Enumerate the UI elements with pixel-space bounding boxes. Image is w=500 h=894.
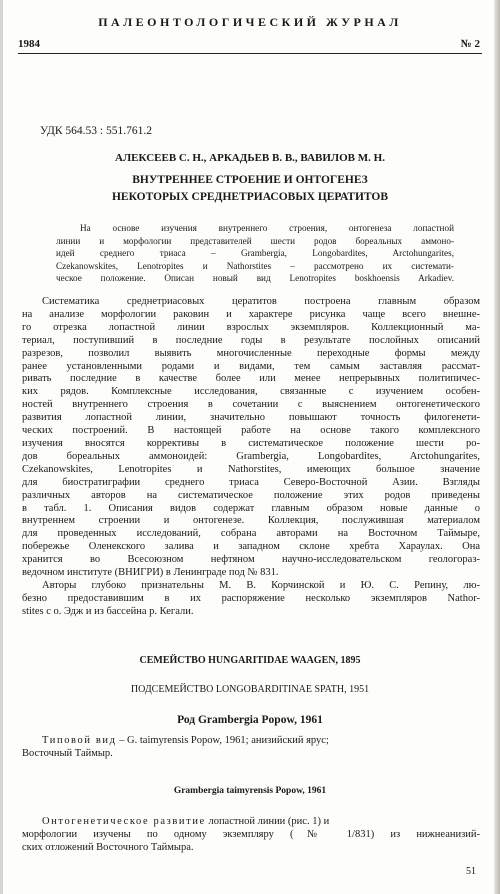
journal-title: ПАЛЕОНТОЛОГИЧЕСКИЙ ЖУРНАЛ <box>98 15 402 29</box>
body-line: ведочном институте (ВНИГРИ) в Ленинграде под № 831. <box>22 567 279 579</box>
body-line: го отрезка лопастной линии взрослых экземпляров. Коллекционный ма- <box>22 321 480 333</box>
species-heading: Grambergia taimyrensis Popow, 1961 <box>173 786 327 796</box>
body-line: безно предоставившим в их распоряжение несколько экземпляров Nathor- <box>22 592 480 604</box>
abstract-line: Czekanowskites, Lenotropites и Nathorstites – рассмотрено их системати- <box>56 260 454 271</box>
body-line: на анализе морфологии раковин и характере рисунка чаще всего внешне- <box>22 308 480 320</box>
body-line: для проведенных исследований, собрана авторами на Восточном Таймыре, <box>22 528 480 540</box>
abstract <box>56 222 454 285</box>
species-description <box>22 815 480 854</box>
abstract-line: линии и морфологии представителей шести родов бореальных аммоно- <box>56 235 454 246</box>
genus-type-species-text: – G. taimyrensis Popow, 1961; анизийский ярус; <box>119 735 329 746</box>
body-line: stites с о. Эдж и из бассейна р. Кегали. <box>22 605 194 617</box>
species-ontogeny-text: лопастной линии (рис. 1) и <box>208 816 330 827</box>
abstract-line: На основе изучения внутреннего строения, онтогенеза лопастной <box>80 223 454 233</box>
species-ontogeny-line <box>22 815 480 828</box>
body-line: изучения вносятся коррективы в систематическое положение шести ро- <box>22 437 480 449</box>
genus-description <box>22 734 480 760</box>
issue-year: 1984 <box>18 38 40 50</box>
issue-number: № 2 <box>460 38 480 50</box>
header-rule <box>18 53 482 54</box>
body-line: различных авторов на систематическое положение этих родов приведены <box>22 489 480 501</box>
body-line: ривать последние в качестве более или менее непрерывных политипичес- <box>22 373 480 385</box>
family-heading: СЕМЕЙСТВО HUNGARITIDAE WAAGEN, 1895 <box>139 655 361 666</box>
scan-edge-right <box>494 0 500 894</box>
body-line: внутреннем строении и онтогенезе. Коллекция, послужившая материалом <box>22 515 480 527</box>
body-line: Систематика среднетриасовых цератитов построена главным образом <box>42 296 480 307</box>
abstract-line: идей среднего триаса – Grambergia, Longobardites, Arctohungarites, <box>56 248 454 258</box>
body-line: Czekanowskites, Lenotropites и Nathorstites, имеющих большое значение <box>22 463 480 475</box>
body-line: разрезов, позволил выявить многочисленные переходные формы между <box>22 347 480 359</box>
article-authors: АЛЕКСЕЕВ С. Н., АРКАДЬЕВ В. В., ВАВИЛОВ М. Н. <box>115 152 385 164</box>
scan-edge-left <box>0 0 3 894</box>
introduction-text <box>22 296 480 619</box>
body-line: хранится во Всесоюзном нефтяном научно-исследовательском геологораз- <box>22 554 480 566</box>
species-description-line: ских отложений Восточного Таймыра. <box>22 842 194 853</box>
body-line: Авторы глубоко признательны М. В. Корчинской и Ю. С. Репину, лю- <box>42 579 480 591</box>
udk-code: УДК 564.53 : 551.761.2 <box>40 125 152 137</box>
body-line: для биостратиграфии среднего триаса Северо-Восточной Азии. Взгляды <box>22 476 480 488</box>
article-title-line: НЕКОТОРЫХ СРЕДНЕТРИАСОВЫХ ЦЕРАТИТОВ <box>111 191 389 203</box>
body-line: развития лопастной линии, значительно повышают точность филогенети- <box>22 412 480 424</box>
body-line: дов бореальных аммоноидей: Grambergia, Longobardites, Arctohungarites, <box>22 450 480 462</box>
body-line: териал, поступивший в последние годы в результате послойных описаний <box>22 334 480 346</box>
genus-type-species-line <box>22 734 480 747</box>
body-line: ких рядов. Комплексные исследования, связанные с изучением особен- <box>22 386 480 398</box>
body-line: ностей внутреннего строения в сочетании с выяснением онтогенетического <box>22 399 480 411</box>
species-description-line: морфологии изучены по одному экземпляру (№ 1/831) из нижнеанизий- <box>22 829 480 840</box>
genus-heading: Род Grambergia Popow, 1961 <box>177 714 323 726</box>
genus-description-line: Восточный Таймыр. <box>22 748 113 759</box>
abstract-line: ческое положение. Описан новый вид Lenotropites boskhoensis Arkadiev. <box>56 273 454 283</box>
page-number: 51 <box>466 866 476 877</box>
genus-type-species-label: Типовой вид <box>42 735 117 746</box>
body-line: в табл. 1. Описания видов содержат главным образом новые данные о <box>22 502 480 514</box>
body-line: побережье Оленекского залива и западном склоне хребта Хараулах. Она <box>22 541 480 553</box>
species-ontogeny-label: Онтогенетическое развитие <box>42 816 206 827</box>
article-title <box>0 172 500 206</box>
body-line: ранее установленными родами и видами, тем самым заставляя рассмат- <box>22 360 480 372</box>
subfamily-heading: ПОДСЕМЕЙСТВО LONGOBARDITINAE SPATH, 1951 <box>130 684 370 695</box>
article-title-line: ВНУТРЕННЕЕ СТРОЕНИЕ И ОНТОГЕНЕЗ <box>132 174 368 186</box>
body-line: ческих построений. В настоящей работе на основе такого комплексного <box>22 425 480 437</box>
